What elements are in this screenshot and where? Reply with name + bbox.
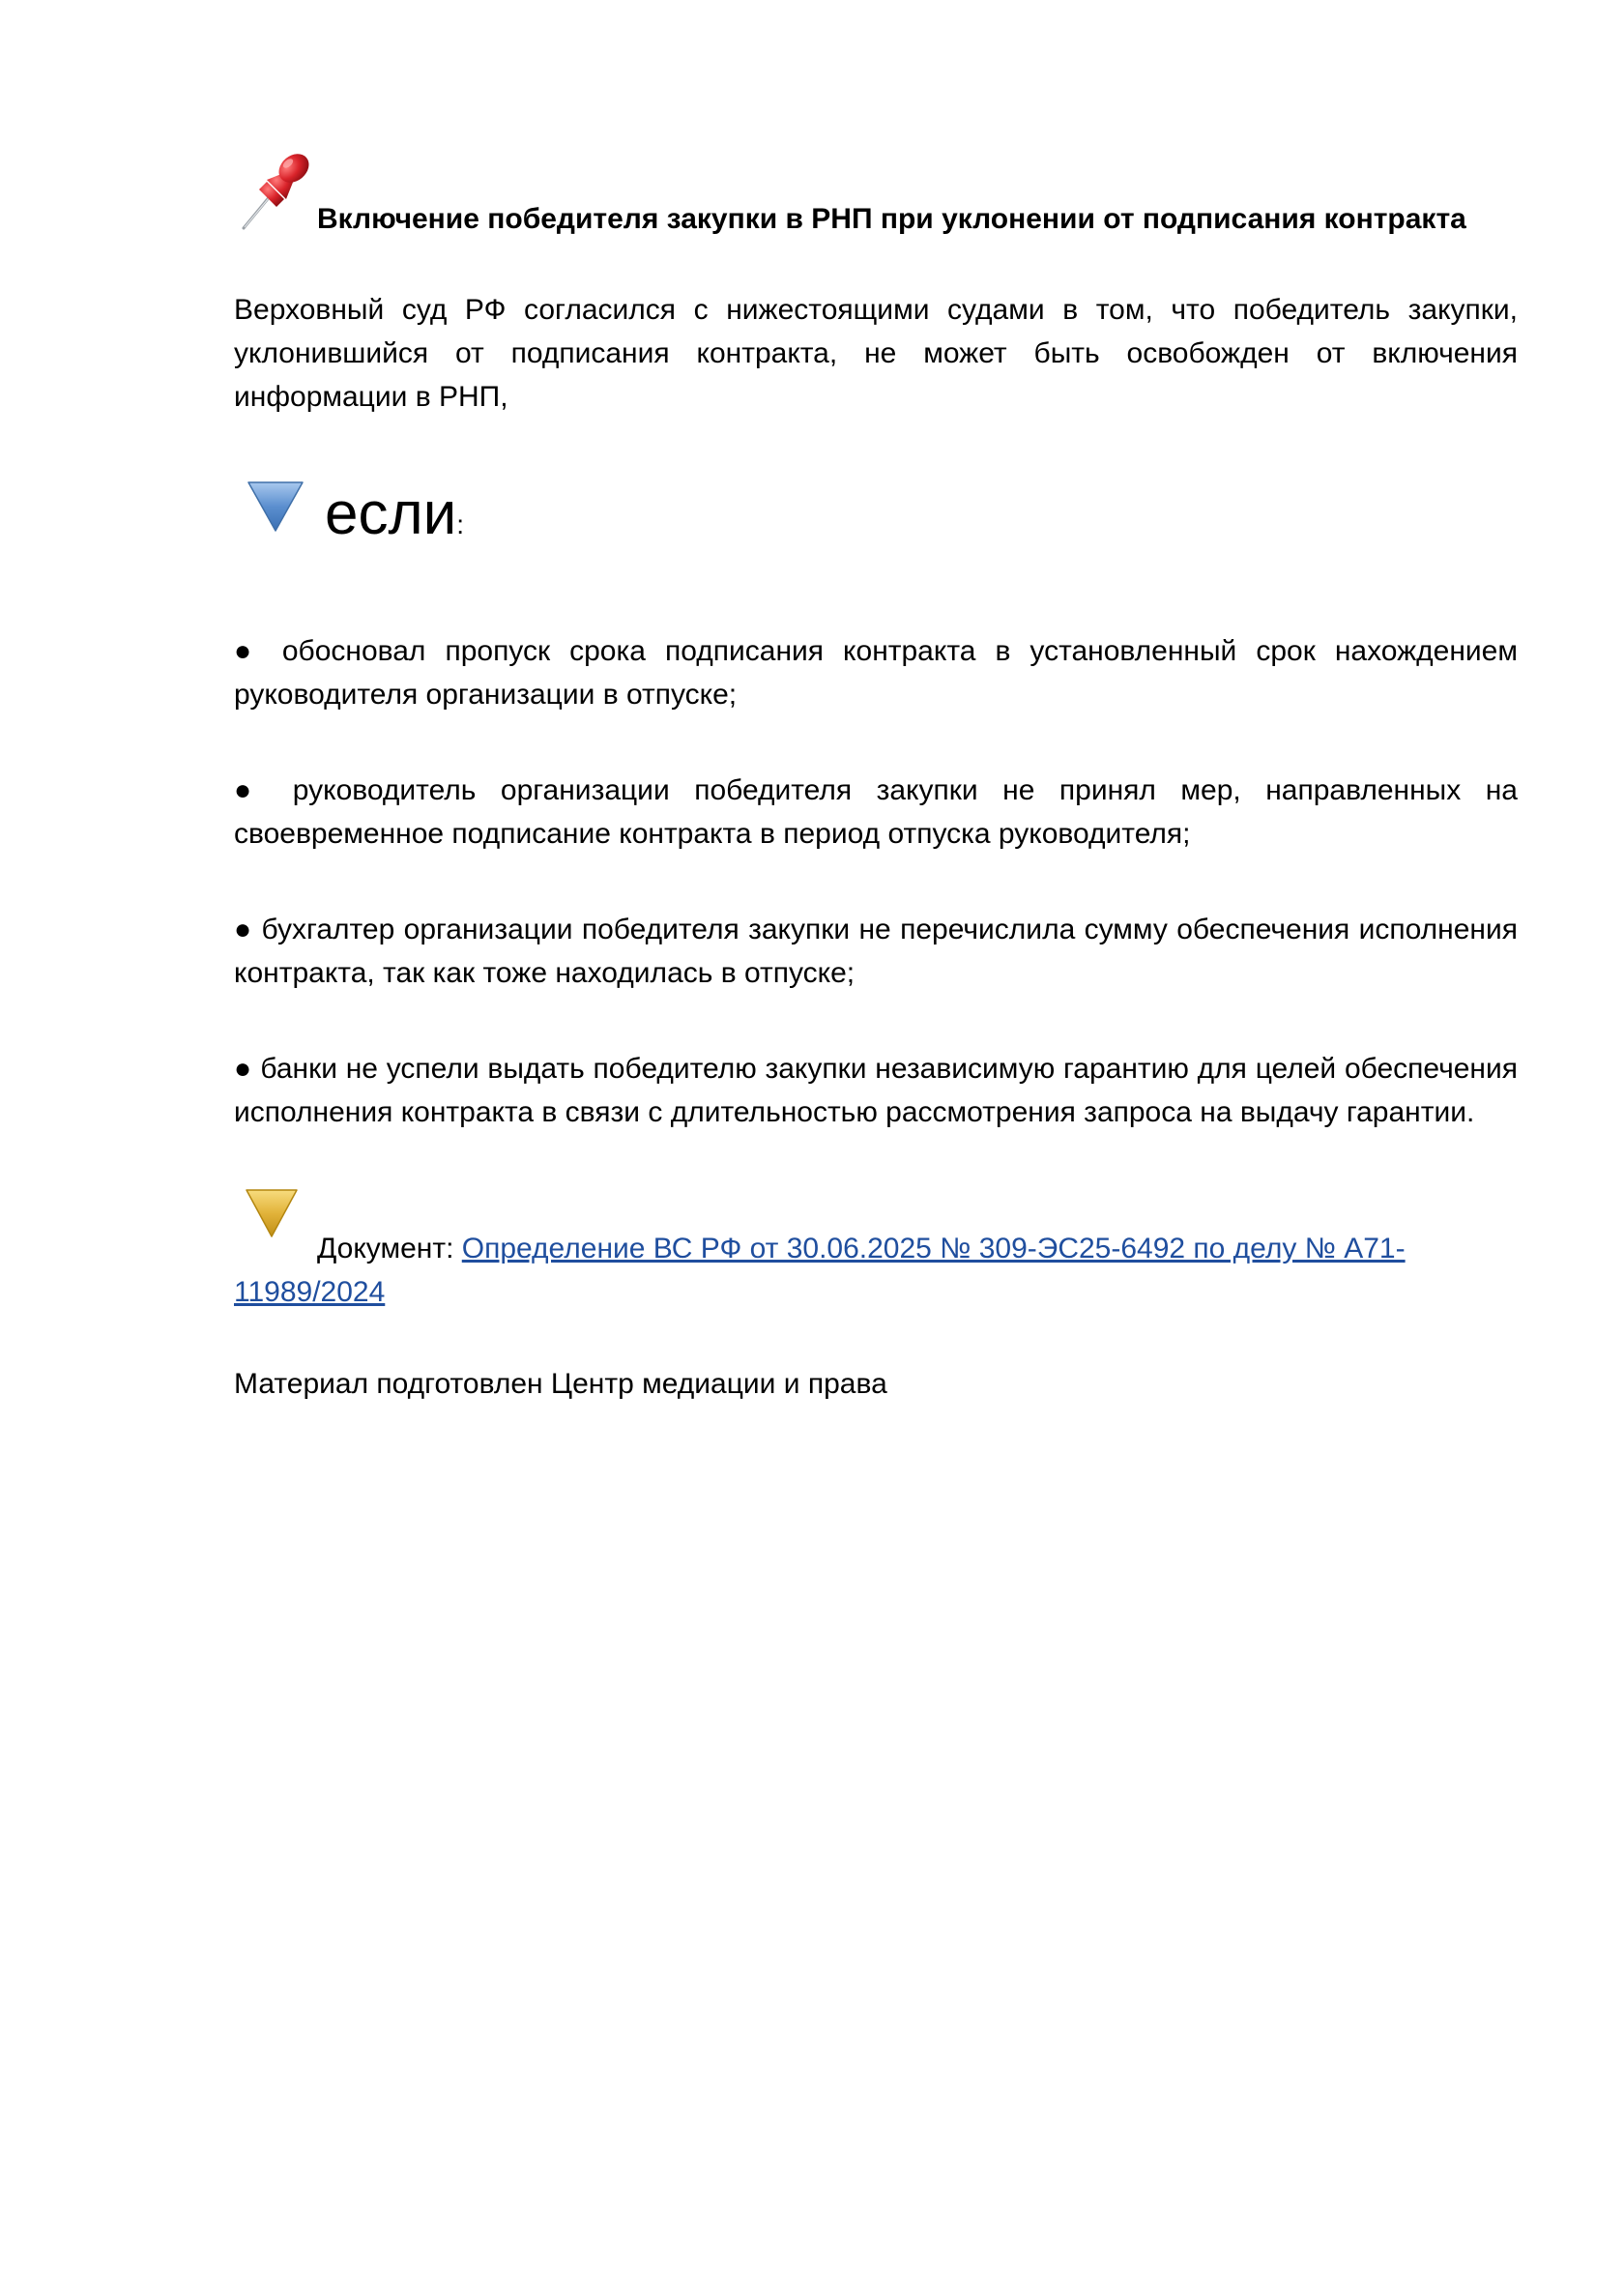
conditions-list [234,629,1518,1134]
pushpin-icon [238,151,315,232]
intro-paragraph: Верховный суд РФ согласился с нижестоящими судами в том, что победитель закупки, уклонившийся от подписания контракта, не может быть освобожден от включения информации в РНП, [234,294,1518,413]
document-content [234,145,1518,1406]
footer-note: Материал подготовлен Центр медиации и права [234,1368,887,1400]
condition-word-text: если [325,480,457,547]
list-item: ● обосновал пропуск срока подписания контракта в установленный срок нахождением руководителя организации в отпуске; [234,635,1518,711]
document-label: Документ: [317,1233,454,1264]
document-reference [234,1186,1518,1314]
document-reference-text [234,1186,1518,1314]
document-title: Включение победителя закупки в РНП при уклонении от подписания контракта [317,203,1466,235]
document-link[interactable]: Определение ВС РФ от 30.06.2025 № 309-ЭС25-6492 по делу № А71-11989/2024 [234,1233,1406,1308]
condition-heading [234,473,1518,579]
list-item: ● руководитель организации победителя закупки не принял мер, направленных на своевременное подписание контракта в период отпуска руководителя; [234,774,1518,850]
title-row [234,145,1518,242]
condition-word [325,480,465,547]
down-triangle-gold-icon [244,1186,300,1238]
down-triangle-blue-icon [246,479,305,533]
condition-colon: : [456,509,465,539]
list-item: ● банки не успели выдать победителю закупки независимую гарантию для целей обеспечения исполнения контракта в связи с длительностью рассмотрения запроса на выдачу гарантии. [234,1053,1518,1128]
list-item: ● бухгалтер организации победителя закупки не перечислила сумму обеспечения исполнения контракта, так как тоже находилась в отпуске; [234,914,1518,989]
